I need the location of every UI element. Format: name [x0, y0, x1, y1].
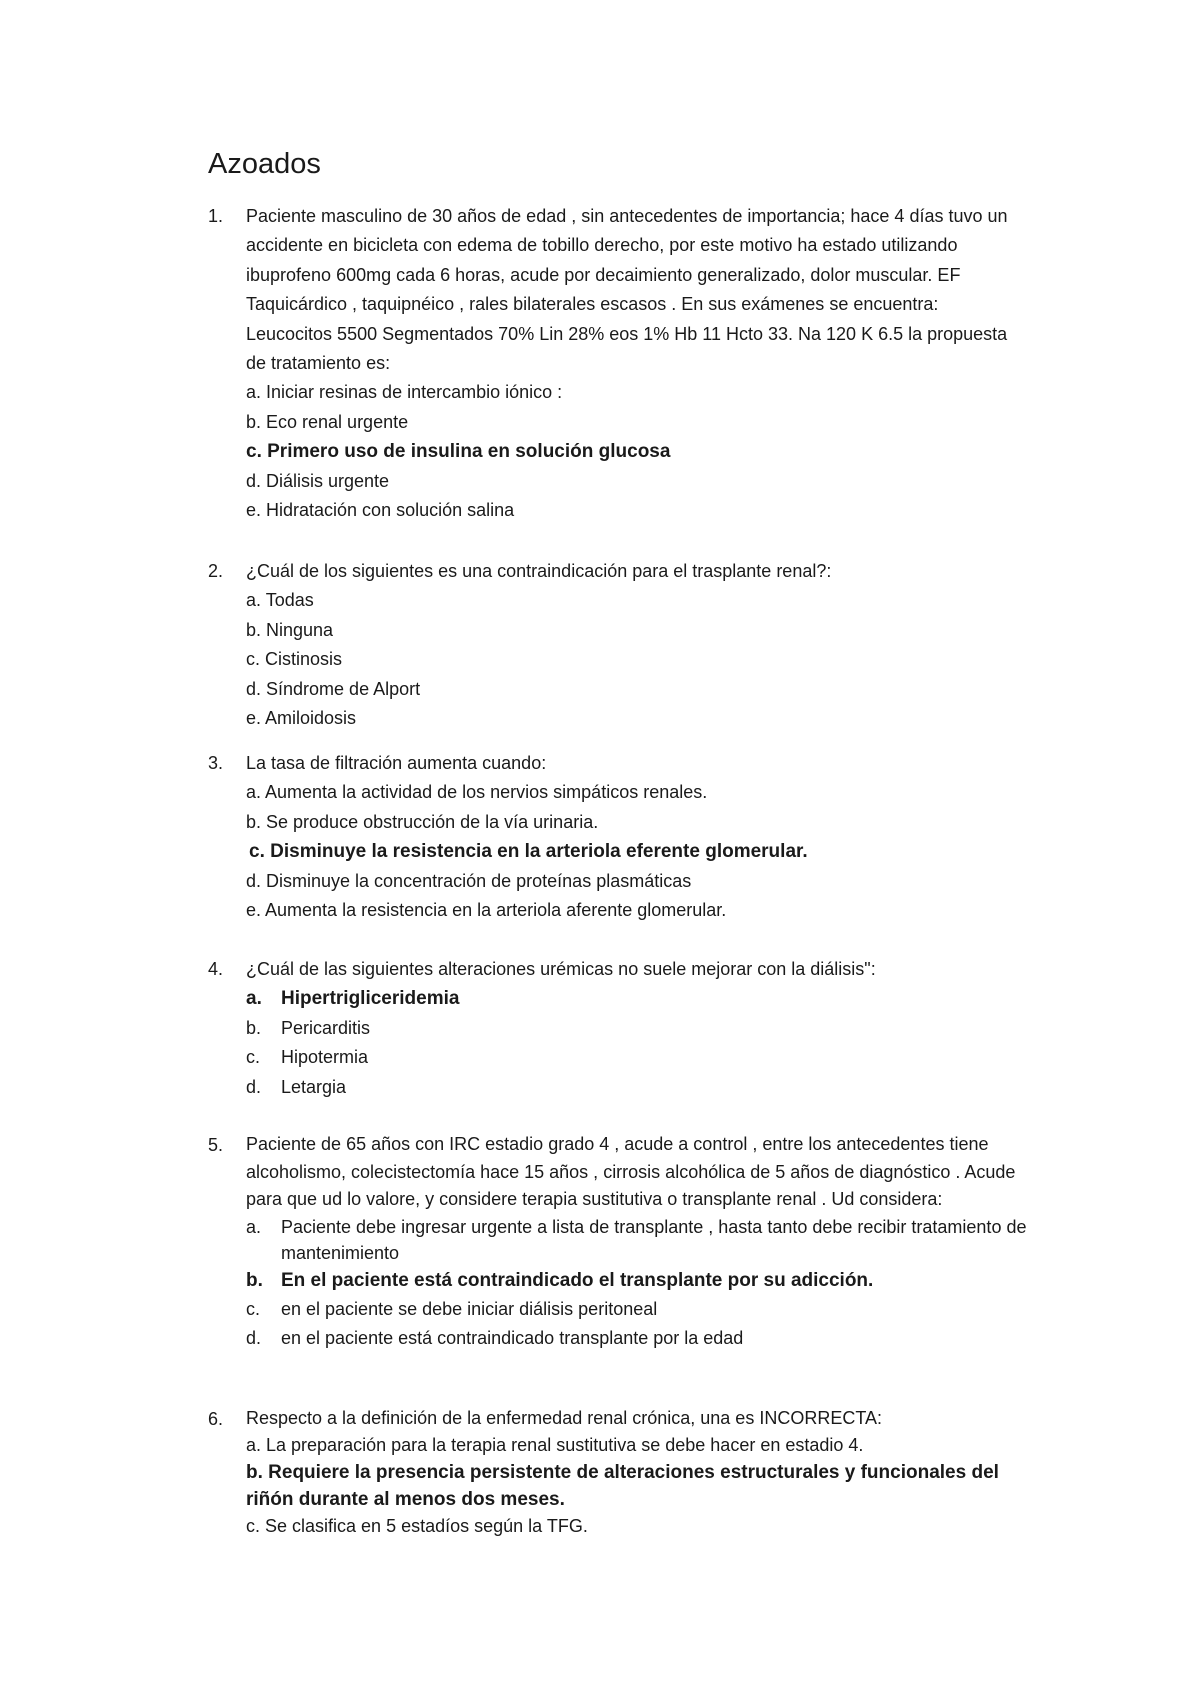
option-a: a. Aumenta la actividad de los nervios simpáticos renales.: [246, 782, 708, 803]
option-letter: d.: [246, 1328, 262, 1349]
option-text: Hipertrigliceridemia: [281, 988, 460, 1010]
option-a-correct: [246, 984, 1028, 1013]
option-d: d. Disminuye la concentración de proteínas plasmáticas: [246, 870, 692, 891]
option-text: en el paciente está contraindicado transplante por la edad: [281, 1328, 744, 1349]
option-d: d. Diálisis urgente: [246, 470, 390, 491]
question-number: 6.: [208, 1409, 224, 1429]
option-a: a. Todas: [246, 590, 314, 611]
option-e: e. Hidratación con solución salina: [246, 500, 515, 521]
question-1: [208, 202, 1028, 525]
option-text: Hipotermia: [281, 1047, 369, 1068]
option-letter: c.: [246, 1298, 261, 1319]
option-letter: a.: [246, 1216, 262, 1237]
option-b: b. Eco renal urgente: [246, 411, 409, 432]
question-number: 1.: [208, 206, 224, 226]
option-c: [246, 1043, 1028, 1072]
option-d: [246, 1073, 1028, 1102]
option-letter: c.: [246, 1047, 261, 1068]
option-c: c. Se clasifica en 5 estadíos según la TFG.: [246, 1516, 588, 1536]
question-number: 5.: [208, 1135, 224, 1155]
option-d: [246, 1324, 1028, 1353]
option-text: En el paciente está contraindicado el transplante por su adicción.: [281, 1269, 874, 1291]
question-body: [246, 557, 1028, 733]
option-b: b. Ninguna: [246, 619, 334, 640]
question-4: [208, 955, 1028, 1102]
option-b: b. Se produce obstrucción de la vía urinaria.: [246, 811, 599, 832]
option-e: e. Amiloidosis: [246, 708, 357, 729]
question-stem: ¿Cuál de las siguientes alteraciones urémicas no suele mejorar con la diálisis":: [246, 959, 876, 979]
question-body: [246, 955, 1028, 1102]
option-a: a. Iniciar resinas de intercambio iónico :: [246, 382, 563, 403]
question-stem: ¿Cuál de los siguientes es una contraindicación para el trasplante renal?:: [246, 561, 832, 581]
question-6: [208, 1405, 1028, 1540]
document-title: Azoados: [208, 148, 321, 180]
question-number: 2.: [208, 561, 224, 581]
question-body: [246, 202, 1028, 525]
option-letter: a.: [246, 988, 262, 1010]
option-d: d. Síndrome de Alport: [246, 678, 421, 699]
option-a: [246, 1214, 1028, 1266]
option-c-correct: c. Disminuye la resistencia en la arteriola eferente glomerular.: [249, 841, 808, 863]
option-c-correct: c. Primero uso de insulina en solución glucosa: [246, 441, 671, 463]
option-e: e. Aumenta la resistencia en la arteriola aferente glomerular.: [246, 900, 727, 921]
option-b-correct: b. Requiere la presencia persistente de alteraciones estructurales y funcionales del riñón durante al menos dos meses.: [246, 1462, 999, 1510]
question-stem: Paciente masculino de 30 años de edad , sin antecedentes de importancia; hace 4 días tuvo un accidente en bicicleta con edema de tobillo derecho, por este motivo ha estado utilizando ibuprofeno 600mg cada 6 horas, acude por decaimiento generalizado, dolor muscular. EF Taquicárdico , taquipnéico , rales bilaterales escasos . En sus exámenes se encuentra: Leucocitos 5500 Segmentados 70% Lin 28% eos 1% Hb 11 Hcto 33. Na 120 K 6.5 la propuesta de tratamiento es:: [246, 206, 1008, 374]
question-body: [246, 1131, 1028, 1354]
question-number: 3.: [208, 753, 224, 773]
question-5: [208, 1131, 1028, 1354]
option-c: c. Cistinosis: [246, 649, 343, 670]
question-body: [246, 749, 1028, 925]
option-text: en el paciente se debe iniciar diálisis peritoneal: [281, 1298, 658, 1319]
option-c: [246, 1295, 1028, 1324]
question-2: [208, 557, 1028, 733]
option-text: Paciente debe ingresar urgente a lista de transplante , hasta tanto debe recibir tratamiento de mantenimiento: [281, 1216, 1027, 1263]
option-letter: b.: [246, 1269, 263, 1291]
option-a: a. La preparación para la terapia renal sustitutiva se debe hacer en estadio 4.: [246, 1435, 864, 1455]
option-letter: d.: [246, 1076, 262, 1097]
option-text: Pericarditis: [281, 1017, 371, 1038]
question-stem: Respecto a la definición de la enfermedad renal crónica, una es INCORRECTA:: [246, 1408, 882, 1428]
question-3: [208, 749, 1028, 925]
question-stem: La tasa de filtración aumenta cuando:: [246, 753, 547, 773]
option-b: [246, 1014, 1028, 1043]
option-letter: b.: [246, 1017, 262, 1038]
question-body: [246, 1405, 1028, 1540]
question-stem: Paciente de 65 años con IRC estadio grado 4 , acude a control , entre los antecedentes tiene alcoholismo, colecistectomía hace 15 años , cirrosis alcohólica de 5 años de diagnóstico . Acude para que ud lo valore, y considere terapia sustitutiva o transplante renal . Ud considera:: [246, 1134, 1016, 1209]
option-text: Letargia: [281, 1076, 347, 1097]
question-number: 4.: [208, 959, 224, 979]
option-b-correct: [246, 1266, 1028, 1295]
